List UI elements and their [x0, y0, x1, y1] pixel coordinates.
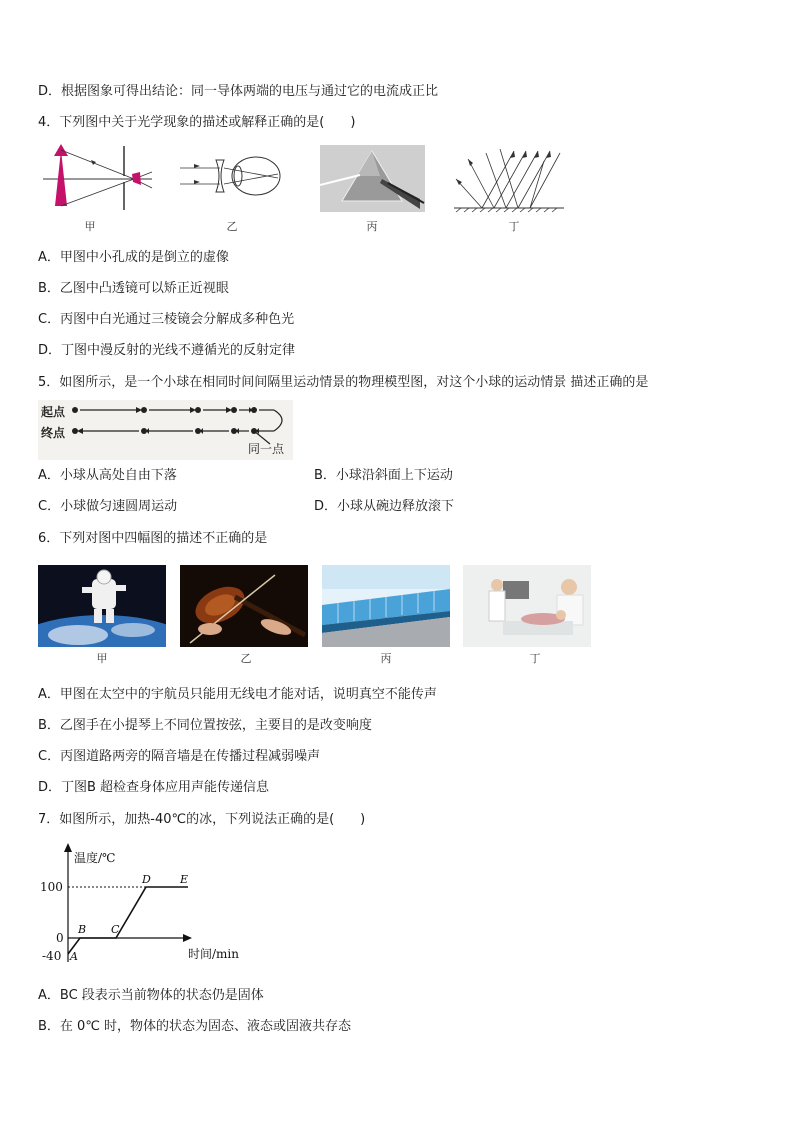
q6-option-c: C．丙图道路两旁的隔音墙是在传播过程减弱噪声	[38, 749, 321, 764]
heating-graph	[38, 840, 253, 970]
point-d: D	[142, 873, 151, 886]
q3-option-d: D．根据图象可得出结论：同一导体两端的电压与通过它的电流成正比	[38, 84, 439, 99]
prism-photo	[320, 145, 425, 212]
q7-option-b: B．在 0℃ 时，物体的状态为固态、液态或固液共存态	[38, 1019, 352, 1034]
tick-minus-40: -40	[42, 949, 62, 963]
ultrasound-photo	[463, 565, 591, 647]
y-axis-label: 温度/℃	[74, 851, 116, 865]
q6-caption-ding: 丁	[529, 652, 541, 665]
eye-lens-figure	[178, 152, 288, 202]
noise-barrier-photo	[322, 565, 450, 647]
pinhole-figure	[40, 140, 155, 212]
ball-motion-figure	[38, 400, 293, 460]
end-label: 终点	[41, 426, 66, 440]
q6-caption-jia: 甲	[96, 652, 108, 665]
tick-0: 0	[56, 931, 64, 945]
q6-stem: 6．下列对图中四幅图的描述不正确的是	[38, 531, 268, 546]
q4-caption-jia: 甲	[84, 220, 96, 233]
q6-option-b: B．乙图手在小提琴上不同位置按弦，主要目的是改变响度	[38, 718, 372, 733]
q4-option-c: C．丙图中白光通过三棱镜会分解成多种色光	[38, 312, 295, 327]
q4-stem: 4．下列图中关于光学现象的描述或解释正确的是( )	[38, 115, 356, 130]
q5-option-a: A．小球从高处自由下落	[38, 468, 177, 483]
q4-caption-ding: 丁	[508, 220, 520, 233]
same-point-label: 同一点	[248, 442, 285, 456]
violin-photo	[180, 565, 308, 647]
q4-caption-yi: 乙	[226, 220, 238, 233]
x-axis-label: 时间/min	[188, 947, 239, 961]
q4-option-b: B．乙图中凸透镜可以矫正近视眼	[38, 281, 229, 296]
q5-option-b: B．小球沿斜面上下运动	[314, 468, 453, 483]
point-e: E	[180, 873, 189, 886]
q6-option-d: D．丁图B 超检查身体应用声能传递信息	[38, 780, 270, 795]
q5-option-c: C．小球做匀速圆周运动	[38, 499, 178, 514]
astronaut-photo	[38, 565, 166, 647]
q6-option-a: A．甲图在太空中的宇航员只能用无线电才能对话，说明真空不能传声	[38, 687, 437, 702]
q7-option-a: A．BC 段表示当前物体的状态仍是固体	[38, 988, 264, 1003]
point-b: B	[78, 923, 87, 936]
q4-option-a: A．甲图中小孔成的是倒立的虚像	[38, 250, 229, 265]
tick-100: 100	[40, 880, 63, 894]
start-label: 起点	[41, 405, 66, 419]
q4-caption-bing: 丙	[366, 220, 378, 233]
q4-option-d: D．丁图中漫反射的光线不遵循光的反射定律	[38, 343, 296, 358]
diffuse-reflection-figure	[452, 145, 567, 215]
q6-caption-bing: 丙	[380, 652, 392, 665]
q5-stem: 5．如图所示，是一个小球在相同时间间隔里运动情景的物理模型图，对这个小球的运动情景 描述正确的是	[38, 375, 649, 390]
q5-option-d: D．小球从碗边释放滚下	[314, 499, 455, 514]
point-a: A	[70, 950, 78, 963]
point-c: C	[111, 923, 120, 936]
q7-stem: 7．如图所示，加热-40℃的冰，下列说法正确的是( )	[38, 812, 366, 827]
q6-caption-yi: 乙	[240, 652, 252, 665]
